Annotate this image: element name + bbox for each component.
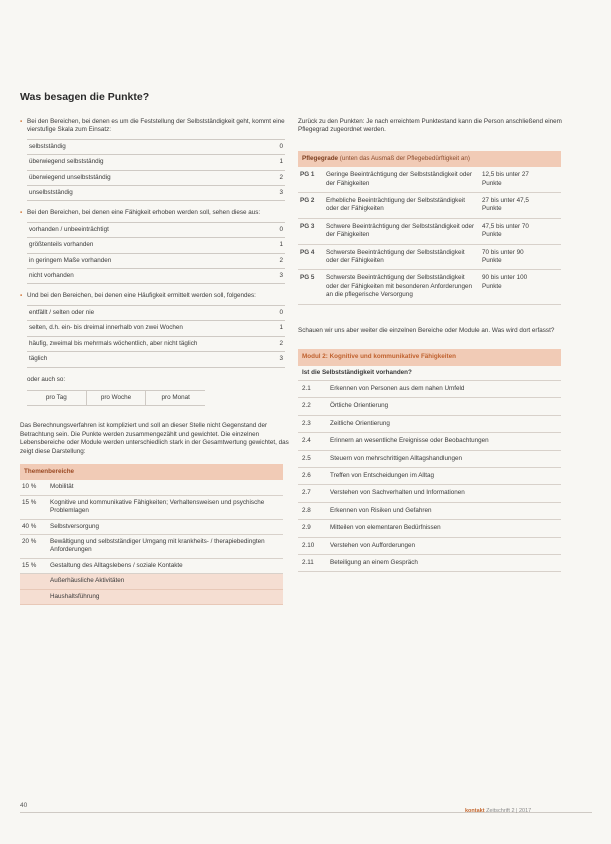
oder-label: oder auch so: xyxy=(27,375,66,383)
module-row: 2.9 Mitteilen von elementaren Bedürfnissen xyxy=(298,520,561,537)
scale-table-3 xyxy=(27,305,285,368)
intro-2: ▪ Bei den Bereichen, bei denen eine Fähigkeit erhoben werden soll, sehen diese aus: xyxy=(20,209,261,217)
bullet-icon: ▪ xyxy=(20,292,23,300)
theme-row-extra: Haushaltsführung xyxy=(20,590,283,605)
scale-row: nicht vorhanden 3 xyxy=(27,269,285,284)
explanation-paragraph: Das Berechnungsverfahren ist kompliziert und soll an dieser Stelle nicht Gegenstand der Betrachtung sein. Die Punkte werden zusammengezählt und gewichtet. Die einzelnen Lebensbereiche oder Module werden unterschiedlich stark in der Gesamtwertung gewichtet, das zeigt diese Darstellung: xyxy=(20,422,289,455)
modules-question: Schauen wir uns aber weiter die einzelnen Bereiche oder Module an. Was wird dort erfasst? xyxy=(298,326,555,334)
scale-row: entfällt / selten oder nie 0 xyxy=(27,306,285,321)
scale-table-1 xyxy=(27,139,285,202)
intro-1: ▪ Bei den Bereichen, bei denen es um die Feststellung der Selbstständigkeit geht, kommt eine vierstufige Skala zum Einsatz: xyxy=(20,118,285,134)
scale-row: selbstständig 0 xyxy=(27,140,285,155)
theme-row: 10 % Mobilität xyxy=(20,480,283,495)
scale-row: selten, d.h. ein- bis dreimal innerhalb von zwei Wochen 1 xyxy=(27,321,285,336)
scale-row: größtenteils vorhanden 1 xyxy=(27,238,285,253)
scale-row: unselbstständig 3 xyxy=(27,186,285,201)
module-2-table xyxy=(298,349,561,572)
pg-row: PG 2 Erhebliche Beeinträchtigung der Selbstständigkeit oder der Fähigkeiten 27 bis unter 47,5 Punkte xyxy=(298,193,561,219)
left-column xyxy=(20,118,290,605)
module-row: 2.1 Erkennen von Personen aus dem nahen Umfeld xyxy=(298,381,561,398)
pflegegrade-header: Pflegegrade (unten das Ausmaß der Pflegebedürftigkeit an) xyxy=(298,151,561,167)
scale-row: häufig, zweimal bis mehrmals wöchentlich, aber nicht täglich 2 xyxy=(27,337,285,352)
frequency-mini-table xyxy=(27,390,205,406)
pg-row: PG 5 Schwerste Beeinträchtigung der Selbstständigkeit oder der Fähigkeiten mit besonderen Anforderungen an die pflegerische Versorgung 90 bis unter 100 Punkte xyxy=(298,270,561,304)
themes-header: Themenbereiche xyxy=(20,464,283,480)
module-row: 2.10 Verstehen von Aufforderungen xyxy=(298,538,561,555)
pg-row: PG 3 Schwere Beeinträchtigung der Selbstständigkeit oder der Fähigkeiten 47,5 bis unter 70 Punkte xyxy=(298,219,561,245)
scale-row: überwiegend unselbstständig 2 xyxy=(27,171,285,186)
page-title: Was besagen die Punkte? xyxy=(20,91,150,103)
module-row: 2.3 Zeitliche Orientierung xyxy=(298,416,561,433)
themes-table xyxy=(20,464,283,605)
journal-footer: kontakt Zeitschrift 2 | 2017 xyxy=(465,808,532,814)
module-subheader: Ist die Selbstständigkeit vorhanden? xyxy=(298,366,561,381)
intro-3: ▪ Und bei den Bereichen, bei denen eine Häufigkeit ermittelt werden soll, folgendes: xyxy=(20,292,256,300)
module-row: 2.7 Verstehen von Sachverhalten und Informationen xyxy=(298,485,561,502)
scale-row: überwiegend selbstständig 1 xyxy=(27,155,285,170)
theme-row: 40 % Selbstversorgung xyxy=(20,520,283,535)
pg-row: PG 1 Geringe Beeinträchtigung der Selbstständigkeit oder der Fähigkeiten 12,5 bis unter 27 Punkte xyxy=(298,167,561,193)
theme-row: 20 % Bewältigung und selbstständiger Umgang mit krankheits- / therapiebedingten Anforderungen xyxy=(20,535,283,559)
module-row: 2.5 Steuern von mehrschrittigen Alltagshandlungen xyxy=(298,451,561,468)
theme-row: 15 % Kognitive und kommunikative Fähigkeiten; Verhaltensweisen und psychische Problemlagen xyxy=(20,496,283,520)
scale-row: täglich 3 xyxy=(27,352,285,367)
intro-right: Zurück zu den Punkten: Je nach erreichtem Punktestand kann die Person anschließend einem Pflegegrad zugeordnet werden. xyxy=(298,118,562,134)
mini-cell: pro Tag xyxy=(27,391,87,405)
module-row: 2.2 Örtliche Orientierung xyxy=(298,398,561,415)
module-row: 2.11 Beteiligung an einem Gespräch xyxy=(298,555,561,572)
theme-row: 15 % Gestaltung des Alltagslebens / soziale Kontakte xyxy=(20,559,283,574)
scale-table-2 xyxy=(27,222,285,285)
bullet-icon: ▪ xyxy=(20,118,23,125)
page-number: 40 xyxy=(20,802,28,809)
mini-cell: pro Monat xyxy=(161,393,190,401)
module-row: 2.4 Erinnern an wesentliche Ereignisse oder Beobachtungen xyxy=(298,433,561,450)
mini-cell: pro Woche xyxy=(87,391,147,405)
right-column xyxy=(298,118,564,572)
scale-row: vorhanden / unbeeinträchtigt 0 xyxy=(27,223,285,238)
pflegegrade-table xyxy=(298,151,561,305)
scale-row: in geringem Maße vorhanden 2 xyxy=(27,254,285,269)
module-row: 2.8 Erkennen von Risiken und Gefahren xyxy=(298,503,561,520)
module-row: 2.6 Treffen von Entscheidungen im Alltag xyxy=(298,468,561,485)
theme-row-extra: Außerhäusliche Aktivitäten xyxy=(20,574,283,589)
pg-row: PG 4 Schwerste Beeinträchtigung der Selbstständigkeit oder der Fähigkeiten 70 bis unter 90 Punkte xyxy=(298,245,561,271)
bullet-icon: ▪ xyxy=(20,209,23,217)
module-header: Modul 2: Kognitive und kommunikative Fähigkeiten xyxy=(298,349,561,365)
